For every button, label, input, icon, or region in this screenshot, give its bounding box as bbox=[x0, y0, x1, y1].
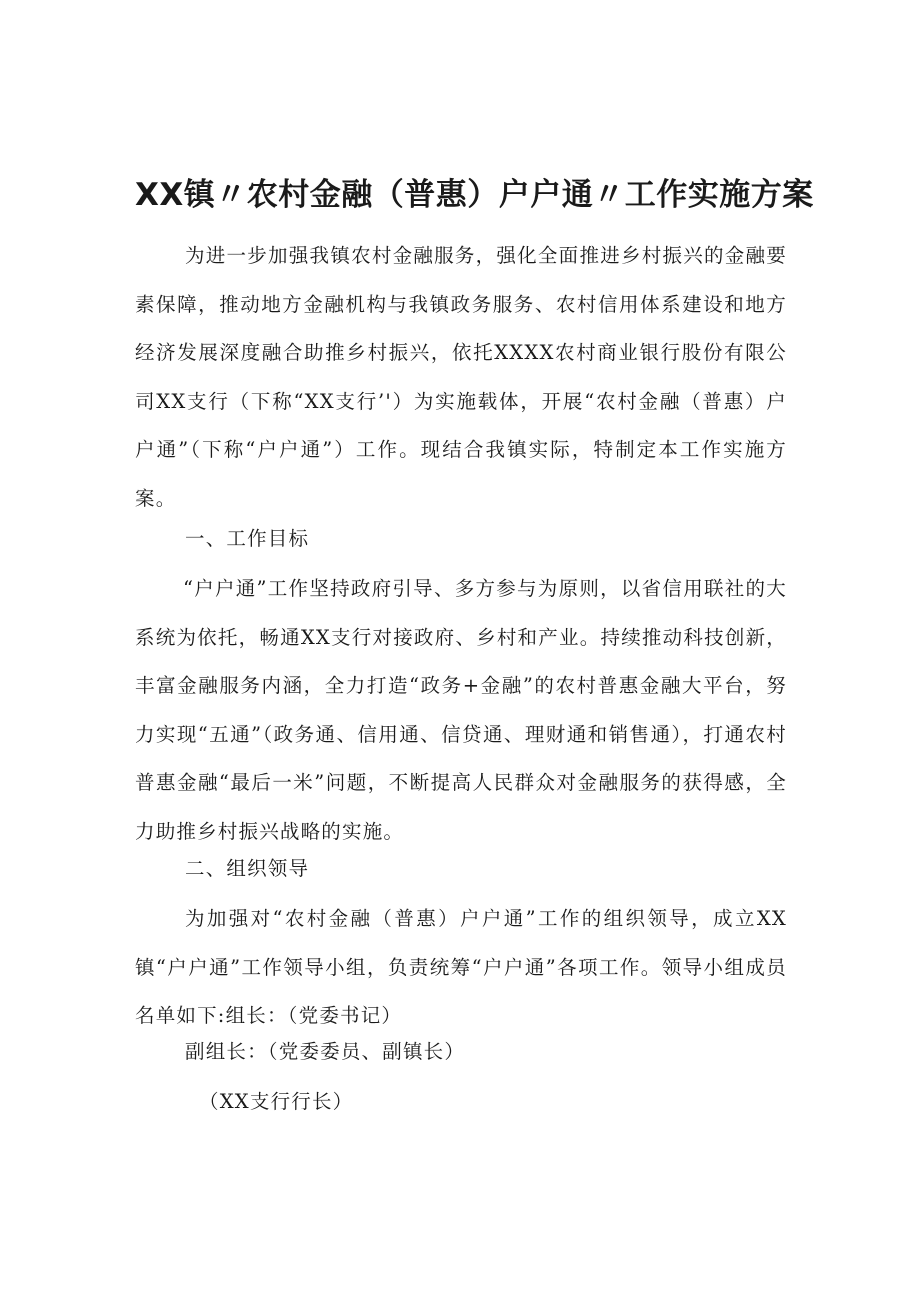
section-heading-goals: 一、工作目标 bbox=[185, 527, 310, 550]
organization-paragraph: 为加强对“农村金融（普惠）户户通”工作的组织领导，成立XX镇“户户通”工作领导小组，负责统筹“户户通”各项工作。领导小组成员名单如下:组长：（党委书记） bbox=[135, 907, 787, 1027]
section-heading-organization: 二、组织领导 bbox=[185, 857, 310, 880]
document-title: XX镇〃农村金融（普惠）户户通〃工作实施方案 bbox=[135, 177, 814, 213]
goals-paragraph: “户户通”工作坚持政府引导、多方参与为原则，以省信用联社的大系统为依托，畅通XX支行对接政府、乡村和产业。持续推动科技创新，丰富金融服务内涵，全力打造“政务+金融”的农村普惠金融大平台，努力实现“五通”（政务通、信用通、信贷通、理财通和销售通），打通农村普惠金融“最后一米”问题，不断提高人民群众对金融服务的获得感，全力助推乡村振兴战略的实施。 bbox=[135, 577, 787, 843]
deputy-leader-line: 副组长：（党委委员、副镇长） bbox=[185, 1040, 466, 1063]
branch-head-line: （XX支行行长） bbox=[199, 1090, 354, 1113]
intro-paragraph: 为进一步加强我镇农村金融服务，强化全面推进乡村振兴的金融要素保障，推动地方金融机构与我镇政务服务、农村信用体系建设和地方经济发展深度融合助推乡村振兴，依托XXXX农村商业银行股份有限公司XX支行（下称“XX支行’'）为实施载体，开展“农村金融（普惠）户户通”（下称“户户通”）工作。现结合我镇实际，特制定本工作实施方案。 bbox=[135, 244, 787, 510]
